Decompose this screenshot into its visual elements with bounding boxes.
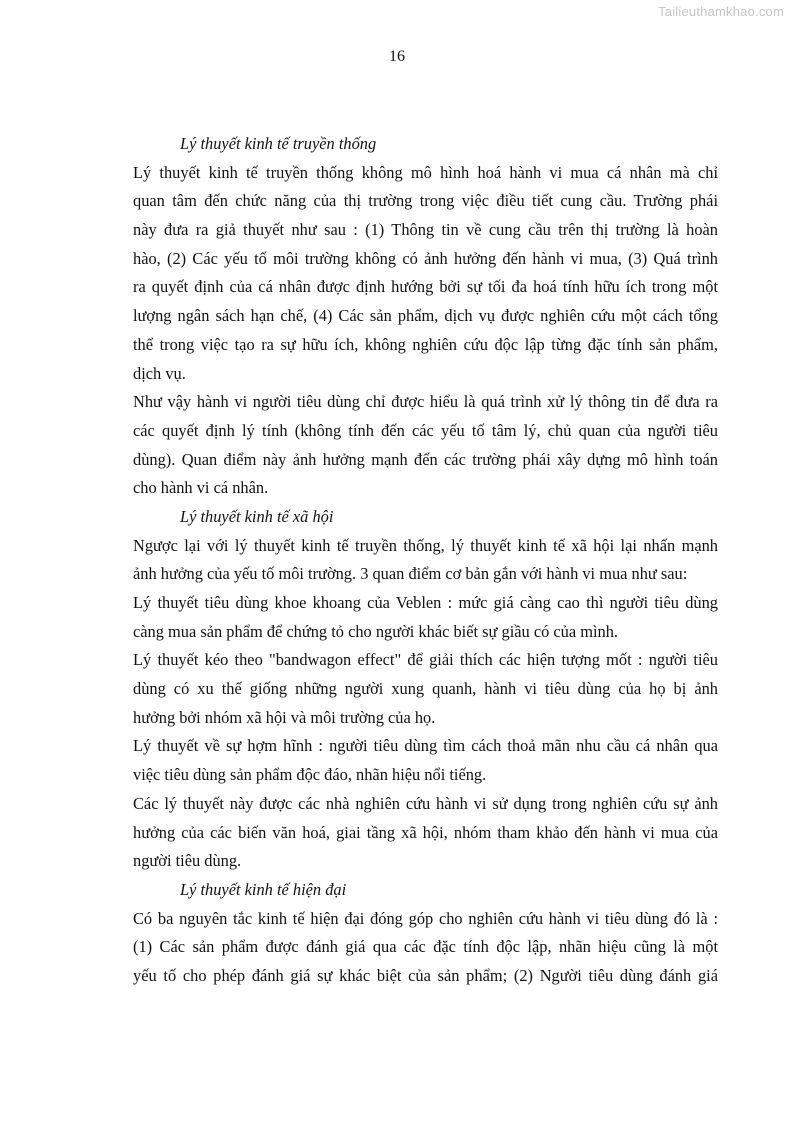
text-line: Lý thuyết kéo theo "bandwagon effect" để giải thích các hiện tượng mốt : người tiêu [133, 650, 718, 670]
text-line: (1) Các sản phẩm được đánh giá qua các đặc tính độc lập, nhãn hiệu cũng là một [133, 937, 718, 957]
text-line: yếu tố cho phép đánh giá sự khác biệt của sản phẩm; (2) Người tiêu dùng đánh giá [133, 965, 718, 985]
section-modern-economics [133, 876, 718, 991]
section-socio-economics [133, 503, 718, 876]
text-line: hào, (2) Các yếu tố môi trường không có ảnh hưởng đến hành vi mua, (3) Quá trình [133, 248, 718, 268]
text-line: Như vậy hành vi người tiêu dùng chỉ được hiểu là quá trình xử lý thông tin để đưa ra [133, 392, 718, 412]
text-line: việc tiêu dùng sản phẩm độc đáo, nhãn hiệu nổi tiếng. [133, 765, 487, 785]
text-line: Có ba nguyên tắc kinh tế hiện đại đóng góp cho nghiên cứu hành vi tiêu dùng đó là : [133, 908, 718, 928]
paragraph [133, 790, 718, 876]
paragraph [133, 159, 718, 389]
paragraph [133, 732, 718, 789]
text-line: hưởng bởi nhóm xã hội và môi trường của họ. [133, 707, 436, 727]
paragraph [133, 905, 718, 991]
text-line: này đưa ra giả thuyết như sau : (1) Thông tin về cung cầu trên thị trường là hoàn [133, 220, 718, 240]
text-line: người tiêu dùng. [133, 851, 242, 871]
text-line: dịch vụ. [133, 363, 186, 383]
text-line: cho hành vi cá nhân. [133, 478, 269, 498]
paragraph [133, 589, 718, 646]
text-line: quan tâm đến chức năng của thị trường trong việc điều tiết cung cầu. Trường phái [133, 191, 718, 211]
text-line: hưởng của các biến văn hoá, giai tầng xã hội, nhóm tham khảo đến hành vi mua của [133, 822, 718, 842]
page-number: 16 [389, 48, 405, 65]
paragraph [133, 646, 718, 732]
text-line: Lý thuyết về sự hợm hĩnh : người tiêu dùng tìm cách thoả mãn nhu cầu cá nhân qua [133, 736, 718, 756]
paragraph [133, 388, 718, 503]
text-line: ra quyết định của cá nhân được định hướng bởi sự tối đa hoá tính hữu ích trong một [133, 277, 718, 297]
text-line: Lý thuyết kinh tế truyền thống không mô hình hoá hành vi mua cá nhân mà chỉ [133, 162, 718, 182]
watermark: Tailieuthamkhao.com [658, 4, 784, 19]
text-line: Lý thuyết tiêu dùng khoe khoang của Veblen : mức giá càng cao thì người tiêu dùng [133, 593, 718, 612]
text-line: dùng). Quan điểm này ảnh hưởng mạnh đến các trường phái xây dựng mô hình toán [133, 449, 718, 469]
document-body [133, 130, 718, 991]
section-heading: Lý thuyết kinh tế hiện đại [180, 879, 347, 899]
text-line: lượng ngân sách hạn chế, (4) Các sản phẩm, dịch vụ được nghiên cứu một cách tổng [133, 306, 718, 326]
section-heading: Lý thuyết kinh tế xã hội [180, 506, 334, 526]
text-line: Các lý thuyết này được các nhà nghiên cứu hành vi sử dụng trong nghiên cứu sự ảnh [133, 793, 718, 813]
paragraph [133, 532, 718, 589]
text-line: dùng có xu thế giống những người xung quanh, hành vi tiêu dùng của họ bị ảnh [133, 679, 718, 699]
text-line: các quyết định lý tính (không tính đến các yếu tố tâm lý, chủ quan của người tiêu [133, 420, 718, 440]
text-line: thể trong việc tạo ra sự hữu ích, không nghiên cứu độc lập từng đặc tính sản phẩm, [133, 334, 718, 354]
text-line: ảnh hưởng của yếu tố môi trường. 3 quan điểm cơ bản gắn với hành vi mua như sau: [133, 564, 688, 584]
section-heading: Lý thuyết kinh tế truyền thống [180, 134, 377, 153]
text-line: Ngược lại với lý thuyết kinh tế truyền thống, lý thuyết kinh tế xã hội lại nhấn mạnh [133, 535, 718, 555]
text-line: càng mua sản phẩm để chứng tỏ cho người khác biết sự giầu có của mình. [133, 621, 619, 641]
section-traditional-economics [133, 130, 718, 503]
